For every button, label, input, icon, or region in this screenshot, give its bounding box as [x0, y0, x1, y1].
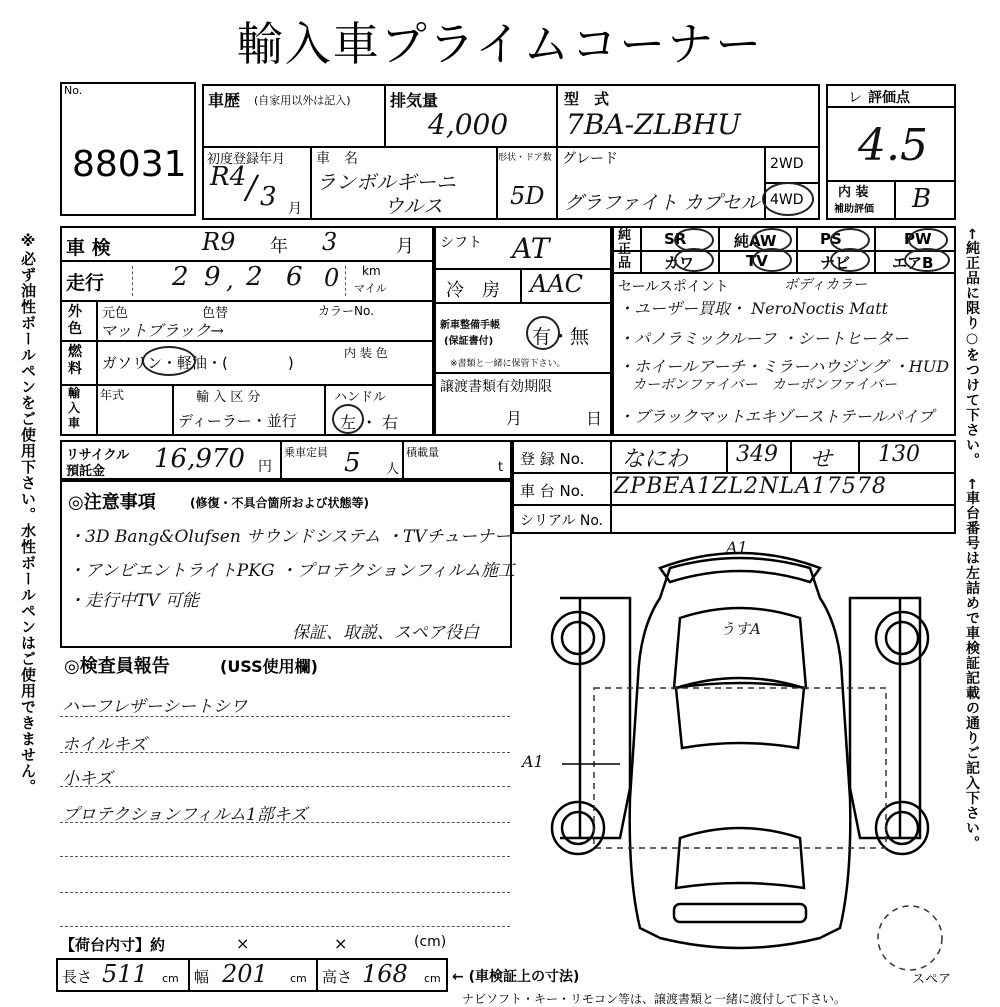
- side-note-chassis: ←車台番号は左詰めで車検証記載の通りご記入下さい。: [964, 478, 980, 851]
- note-line-2: ・アンビエントライトPKG ・プロテクションフィルム施工: [68, 561, 515, 581]
- car-body-outline: [630, 558, 851, 948]
- fuel-options: ガソリン・軽油・( ): [102, 354, 294, 372]
- mileage-unit-mile: マイル: [354, 282, 387, 295]
- interior-label-2: 補助評価: [834, 204, 874, 215]
- length-label: 長さ: [62, 968, 93, 986]
- doors-label: 形状・ドア数: [498, 153, 552, 163]
- inspection-month: 3: [322, 228, 338, 256]
- car-name-line1: ランボルギーニ: [316, 170, 456, 194]
- score-check: レ: [848, 90, 862, 106]
- inspection-label: 車 検: [66, 237, 111, 259]
- spare-label: スペア: [912, 972, 952, 987]
- score-label: 評価点: [868, 90, 910, 106]
- dimensions-note: ← (車検証上の寸法): [452, 969, 580, 985]
- cargo-x-1: ×: [236, 934, 250, 953]
- registration-class: 349: [736, 442, 778, 467]
- shift-label: シフト: [440, 235, 482, 251]
- color-value: マットブラック→: [100, 321, 224, 340]
- recycle-label-2: 預託金: [66, 464, 106, 479]
- mileage-digit-5: 0: [324, 264, 340, 292]
- notes-title: ◎注意事項: [68, 492, 156, 513]
- cargo-unit: (cm): [414, 934, 447, 950]
- load-label: 積載量: [406, 446, 439, 459]
- genuine-aw: 純AW: [734, 232, 777, 250]
- handle-value: 左 ・ 右: [340, 413, 399, 432]
- manual-label-1: 新車整備手帳: [440, 320, 500, 331]
- sales-point-2: ・パノラミックルーフ ・シートヒーター: [618, 329, 909, 348]
- chassis-label: 車 台 No.: [520, 482, 585, 500]
- report-rule-7: [60, 926, 510, 927]
- wheel-rear-left: [552, 802, 604, 854]
- car-damage-diagram: [520, 538, 960, 978]
- spare-tire-outline: [878, 906, 942, 970]
- genuine-ps: PS: [820, 230, 842, 248]
- genuine-navi: ナビ: [820, 254, 851, 272]
- manual-label-2: (保証書付): [444, 336, 494, 347]
- width-value: 201: [222, 960, 268, 988]
- fuel-side-label: 燃料: [68, 344, 82, 377]
- sales-point-3: ・ホイールアーチ・ミラーハウジング ・HUD: [618, 357, 950, 376]
- color-orig-label: 元色: [102, 306, 129, 321]
- import-category-label: 輸 入 区 分: [196, 390, 261, 405]
- displacement-label: 排気量: [390, 91, 439, 110]
- aircon-label: 冷 房: [446, 280, 500, 301]
- first-reg-unit: 月: [288, 201, 302, 217]
- notes-block: [60, 480, 515, 648]
- handle-label: ハンドル: [334, 390, 387, 405]
- shift-block: [434, 226, 612, 436]
- genuine-circle-tv: [752, 248, 792, 272]
- cargo-x-2: ×: [334, 934, 348, 953]
- genuine-circle-leather: [674, 248, 714, 272]
- report-line-1: ハーフレザーシートシワ: [62, 697, 248, 717]
- side-note-genuine: ←純正品に限り○をつけて下さい。: [964, 228, 980, 468]
- sales-points: [612, 272, 956, 436]
- inspection-month-unit: 月: [396, 236, 414, 257]
- genuine-leather: カワ: [664, 254, 695, 272]
- sales-point-4: カーボンファイバー カーボンファイバー: [618, 377, 897, 393]
- registration-label: 登 録 No.: [520, 450, 585, 468]
- genuine-sr: SR: [664, 230, 687, 248]
- report-rule-4: [60, 822, 510, 823]
- history-label: 車歴: [208, 91, 241, 110]
- side-note-left: ※必ず油性ボールペンをご使用下さい。水性ボールペンはご使用できません。: [19, 232, 37, 795]
- first-reg-era: R4: [210, 162, 247, 192]
- genuine-pw: PW: [904, 230, 932, 248]
- model-year-label: 年式: [100, 388, 125, 402]
- history-note: (自家用以外は記入): [254, 94, 351, 107]
- cargo-label: 【荷台内寸】約: [60, 936, 166, 954]
- first-reg-label: 初度登録年月: [207, 152, 286, 167]
- note-line-4: 保証、取説、スペア役白: [292, 623, 479, 643]
- mileage-digit-boxes: [132, 266, 346, 296]
- car-name-line2: ウルス: [384, 194, 443, 218]
- width-label: 幅: [194, 968, 210, 986]
- serial-label: シリアル No.: [520, 513, 604, 529]
- bottom-note: ナビソフト・キー・リモコン等は、譲渡書類と一緒に渡付して下さい。: [462, 992, 847, 1006]
- interior-color-label: 内 装 色: [344, 346, 388, 360]
- first-reg-month: 3: [260, 182, 277, 212]
- model-code-label: 型 式: [564, 90, 610, 108]
- mileage-digit-3: 2: [246, 262, 263, 292]
- car-name-label: 車 名: [316, 151, 358, 167]
- handle-selected-circle: [332, 404, 364, 434]
- genuine-circle-navi: [830, 248, 870, 272]
- first-reg-sep: /: [246, 168, 257, 206]
- grade-value: グラファイト カプセル: [564, 192, 760, 214]
- lot-no-label: No.: [64, 84, 83, 97]
- inspection-year-unit: 年: [270, 236, 288, 257]
- color-repaint-label: 色替: [202, 306, 229, 321]
- genuine-tv: TV: [746, 252, 768, 270]
- displacement-value: 4,000: [428, 108, 509, 141]
- transfer-month: 月: [506, 409, 523, 428]
- capacity-label: 乗車定員: [284, 446, 328, 459]
- score-box: [826, 84, 956, 220]
- shift-value: AT: [512, 232, 550, 265]
- vehicle-form: [60, 226, 434, 436]
- manual-note: ※書類と一緒に保管下さい。: [450, 359, 566, 369]
- floor-outline: [594, 688, 886, 848]
- mileage-comma: ,: [226, 266, 234, 294]
- lot-box: [60, 82, 196, 216]
- sales-points-label: セールスポイント: [618, 279, 729, 295]
- length-value: 511: [102, 960, 148, 988]
- wheel-front-left: [552, 612, 604, 664]
- aircon-value: AAC: [530, 270, 584, 298]
- report-rule-5: [60, 856, 510, 857]
- mileage-unit-km: km: [362, 264, 381, 278]
- chassis-value: ZPBEA1ZL2NLA17578: [614, 474, 887, 499]
- report-subtitle: (USS使用欄): [220, 657, 318, 676]
- manual-value: 有・無: [532, 326, 590, 348]
- recycle-value: 16,970: [154, 444, 245, 474]
- registration-kana: せ: [810, 447, 833, 472]
- drive-selected-circle: [762, 182, 814, 216]
- genuine-circle-airbag: [904, 248, 950, 272]
- import-side-label: 輸入車: [68, 386, 81, 430]
- color-side-label: 外色: [68, 304, 82, 337]
- recycle-row: [60, 440, 512, 480]
- manual-selected-circle: [526, 316, 560, 350]
- width-unit: cm: [290, 972, 307, 985]
- dimensions-row: [56, 958, 448, 992]
- header-info: [202, 84, 820, 220]
- report-line-3: 小キズ: [62, 769, 113, 789]
- transfer-day: 日: [586, 409, 603, 428]
- import-category-value: ディーラー・並行: [178, 412, 297, 430]
- interior-label-1: 内 装: [838, 185, 869, 200]
- inspection-era: R9: [202, 228, 236, 256]
- interior-value: B: [912, 184, 932, 214]
- doors-value: 5D: [510, 182, 545, 210]
- damage-mark-side: A1: [522, 752, 544, 771]
- report-rule-1: [60, 716, 510, 717]
- report-rule-3: [60, 786, 510, 787]
- mileage-digit-1: 2: [172, 262, 189, 292]
- height-unit: cm: [424, 972, 441, 985]
- report-line-4: プロテクションフィルム1部キズ: [62, 805, 308, 825]
- note-line-1: ・3D Bang&Olufsen サウンドシステム ・TVチューナー: [68, 527, 512, 547]
- height-value: 168: [362, 960, 408, 988]
- sales-point-5: ・ブラックマットエキゾーストテールパイプ: [618, 407, 934, 426]
- note-line-3: ・走行中TV 可能: [68, 591, 200, 611]
- transfer-label: 譲渡書類有効期限: [440, 379, 552, 395]
- mileage-digit-4: 6: [286, 262, 303, 292]
- drive-2wd: 2WD: [770, 156, 804, 172]
- registration-area: なにわ: [622, 447, 689, 472]
- car-hood: [676, 828, 804, 888]
- report-rule-2: [60, 752, 510, 753]
- mileage-digit-2: 9: [204, 262, 221, 292]
- report-line-2: ホイルキズ: [62, 735, 147, 755]
- genuine-grid: [612, 226, 956, 274]
- notes-subtitle: (修復・不具合箇所および状態等): [190, 496, 369, 510]
- height-label: 高さ: [322, 968, 353, 986]
- fuel-selected-circle: [142, 346, 196, 376]
- page-title: 輸入車プライムコーナー: [236, 17, 764, 71]
- registration-number: 130: [878, 442, 920, 467]
- recycle-unit: 円: [258, 459, 272, 475]
- model-code-value: 7BA-ZLBHU: [566, 108, 741, 141]
- report-title: ◎検査員報告: [64, 656, 170, 677]
- sales-point-1: ・ユーザー買取・ NeroNoctis Matt: [618, 299, 889, 318]
- registration-block: [512, 440, 956, 534]
- body-color-label: ボディカラー: [784, 277, 867, 293]
- drive-4wd: 4WD: [770, 192, 804, 208]
- recycle-label-1: リサイクル: [66, 448, 130, 463]
- capacity-value: 5: [344, 448, 361, 478]
- report-rule-6: [60, 892, 510, 893]
- genuine-airbag: エアB: [892, 254, 934, 272]
- length-unit: cm: [162, 972, 179, 985]
- grade-label: グレード: [562, 151, 618, 167]
- damage-mark-top: A1: [726, 538, 748, 557]
- damage-mark-roof: うすA: [720, 620, 761, 638]
- capacity-unit: 人: [386, 462, 400, 477]
- load-unit: t: [498, 460, 504, 475]
- color-code-label: カラーNo.: [318, 304, 374, 318]
- genuine-label: 純正品: [618, 228, 632, 271]
- mileage-label: 走行: [66, 272, 105, 294]
- lot-number: 88031: [72, 144, 187, 185]
- car-rear-bumper: [674, 904, 806, 922]
- score-value: 4.5: [858, 120, 928, 171]
